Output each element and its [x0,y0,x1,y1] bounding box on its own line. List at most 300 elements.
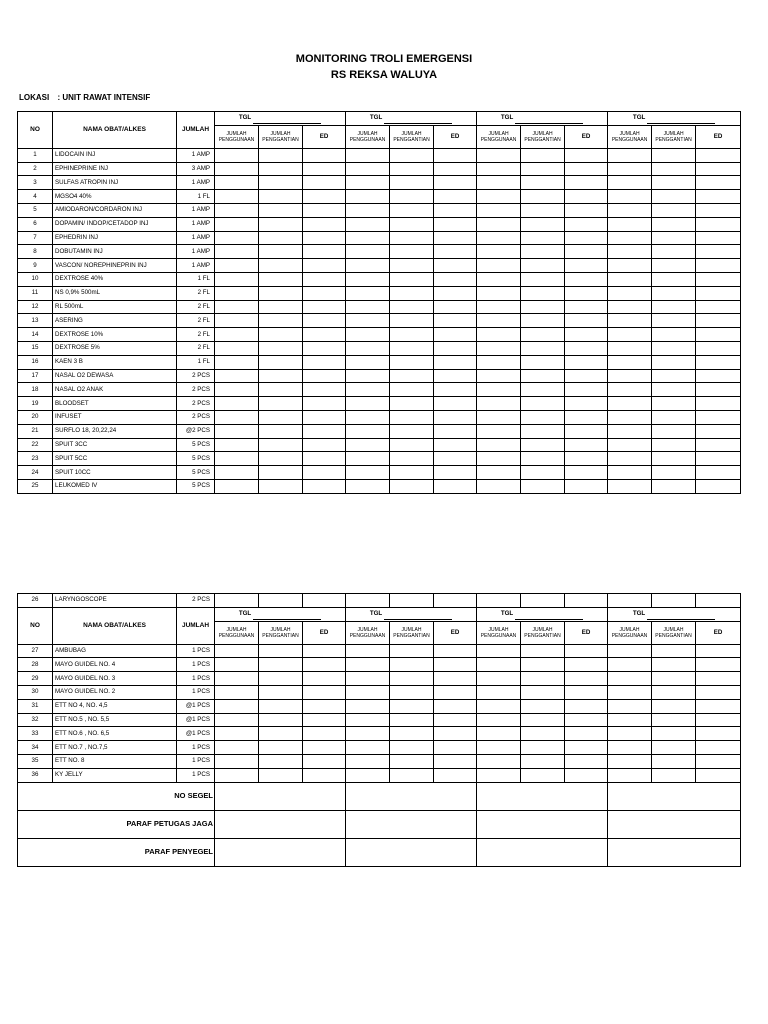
entry-cell[interactable] [259,713,303,727]
entry-cell[interactable] [565,658,608,672]
entry-cell[interactable] [608,314,652,328]
entry-cell[interactable] [390,369,434,383]
entry-cell[interactable] [259,685,303,699]
entry-cell[interactable] [434,383,477,397]
entry-cell[interactable] [565,768,608,782]
entry-cell[interactable] [696,286,741,300]
entry-cell[interactable] [565,713,608,727]
entry-cell[interactable] [652,217,696,231]
entry-cell[interactable] [477,272,521,286]
entry-cell[interactable] [652,176,696,190]
date-fill-line[interactable] [515,116,583,124]
entry-cell[interactable] [696,672,741,686]
entry-cell[interactable] [434,438,477,452]
date-fill-line[interactable] [384,116,452,124]
entry-cell[interactable] [696,383,741,397]
seal-number-cell[interactable] [346,782,477,810]
entry-cell[interactable] [259,162,303,176]
entry-cell[interactable] [696,410,741,424]
entry-cell[interactable] [434,272,477,286]
entry-cell[interactable] [608,259,652,273]
entry-cell[interactable] [608,727,652,741]
entry-cell[interactable] [390,314,434,328]
entry-cell[interactable] [521,328,565,342]
entry-cell[interactable] [259,397,303,411]
entry-cell[interactable] [303,727,346,741]
entry-cell[interactable] [477,699,521,713]
entry-cell[interactable] [215,162,259,176]
entry-cell[interactable] [696,699,741,713]
entry-cell[interactable] [259,231,303,245]
entry-cell[interactable] [565,754,608,768]
entry-cell[interactable] [608,245,652,259]
entry-cell[interactable] [565,369,608,383]
entry-cell[interactable] [215,479,259,493]
entry-cell[interactable] [608,713,652,727]
entry-cell[interactable] [696,148,741,162]
entry-cell[interactable] [608,438,652,452]
entry-cell[interactable] [215,713,259,727]
entry-cell[interactable] [215,148,259,162]
entry-cell[interactable] [390,699,434,713]
entry-cell[interactable] [565,203,608,217]
entry-cell[interactable] [346,231,390,245]
entry-cell[interactable] [608,410,652,424]
entry-cell[interactable] [215,272,259,286]
entry-cell[interactable] [390,272,434,286]
entry-cell[interactable] [652,672,696,686]
entry-cell[interactable] [521,644,565,658]
entry-cell[interactable] [434,685,477,699]
entry-cell[interactable] [652,479,696,493]
entry-cell[interactable] [434,355,477,369]
duty-officer-initials-cell[interactable] [346,810,477,838]
entry-cell[interactable] [259,259,303,273]
entry-cell[interactable] [565,217,608,231]
entry-cell[interactable] [652,369,696,383]
entry-cell[interactable] [565,727,608,741]
entry-cell[interactable] [565,672,608,686]
entry-cell[interactable] [608,452,652,466]
entry-cell[interactable] [565,699,608,713]
entry-cell[interactable] [215,300,259,314]
entry-cell[interactable] [434,397,477,411]
entry-cell[interactable] [215,397,259,411]
entry-cell[interactable] [303,176,346,190]
entry-cell[interactable] [521,594,565,608]
entry-cell[interactable] [434,713,477,727]
entry-cell[interactable] [696,231,741,245]
entry-cell[interactable] [652,424,696,438]
entry-cell[interactable] [608,341,652,355]
entry-cell[interactable] [215,355,259,369]
entry-cell[interactable] [652,355,696,369]
entry-cell[interactable] [434,231,477,245]
entry-cell[interactable] [477,231,521,245]
entry-cell[interactable] [390,190,434,204]
entry-cell[interactable] [608,355,652,369]
entry-cell[interactable] [652,397,696,411]
entry-cell[interactable] [346,259,390,273]
entry-cell[interactable] [521,754,565,768]
entry-cell[interactable] [652,203,696,217]
entry-cell[interactable] [652,699,696,713]
entry-cell[interactable] [521,658,565,672]
entry-cell[interactable] [696,176,741,190]
entry-cell[interactable] [390,355,434,369]
entry-cell[interactable] [565,355,608,369]
entry-cell[interactable] [696,190,741,204]
entry-cell[interactable] [652,438,696,452]
entry-cell[interactable] [215,466,259,480]
entry-cell[interactable] [303,148,346,162]
entry-cell[interactable] [477,369,521,383]
entry-cell[interactable] [215,369,259,383]
entry-cell[interactable] [521,355,565,369]
entry-cell[interactable] [477,259,521,273]
entry-cell[interactable] [521,685,565,699]
entry-cell[interactable] [390,727,434,741]
entry-cell[interactable] [696,328,741,342]
entry-cell[interactable] [477,644,521,658]
entry-cell[interactable] [390,397,434,411]
entry-cell[interactable] [346,713,390,727]
entry-cell[interactable] [521,259,565,273]
entry-cell[interactable] [390,741,434,755]
entry-cell[interactable] [346,203,390,217]
entry-cell[interactable] [259,355,303,369]
entry-cell[interactable] [565,397,608,411]
entry-cell[interactable] [608,685,652,699]
entry-cell[interactable] [565,741,608,755]
duty-officer-initials-cell[interactable] [608,810,741,838]
entry-cell[interactable] [434,594,477,608]
entry-cell[interactable] [565,466,608,480]
entry-cell[interactable] [521,245,565,259]
entry-cell[interactable] [652,300,696,314]
date-fill-line[interactable] [515,612,583,620]
entry-cell[interactable] [565,479,608,493]
entry-cell[interactable] [215,328,259,342]
seal-number-cell[interactable] [215,782,346,810]
entry-cell[interactable] [390,217,434,231]
entry-cell[interactable] [652,768,696,782]
entry-cell[interactable] [696,685,741,699]
entry-cell[interactable] [434,424,477,438]
entry-cell[interactable] [521,162,565,176]
entry-cell[interactable] [521,314,565,328]
entry-cell[interactable] [215,741,259,755]
entry-cell[interactable] [696,162,741,176]
entry-cell[interactable] [346,328,390,342]
entry-cell[interactable] [565,190,608,204]
entry-cell[interactable] [215,259,259,273]
entry-cell[interactable] [652,272,696,286]
entry-cell[interactable] [346,355,390,369]
entry-cell[interactable] [303,162,346,176]
entry-cell[interactable] [390,259,434,273]
entry-cell[interactable] [608,286,652,300]
entry-cell[interactable] [434,466,477,480]
entry-cell[interactable] [652,466,696,480]
entry-cell[interactable] [565,383,608,397]
date-fill-line[interactable] [384,612,452,620]
entry-cell[interactable] [434,768,477,782]
entry-cell[interactable] [477,148,521,162]
entry-cell[interactable] [477,424,521,438]
entry-cell[interactable] [477,217,521,231]
sealer-initials-cell[interactable] [215,838,346,866]
entry-cell[interactable] [521,727,565,741]
entry-cell[interactable] [303,286,346,300]
entry-cell[interactable] [303,594,346,608]
entry-cell[interactable] [652,328,696,342]
entry-cell[interactable] [303,438,346,452]
entry-cell[interactable] [346,754,390,768]
entry-cell[interactable] [608,768,652,782]
entry-cell[interactable] [215,383,259,397]
entry-cell[interactable] [303,217,346,231]
entry-cell[interactable] [215,424,259,438]
entry-cell[interactable] [477,314,521,328]
entry-cell[interactable] [259,217,303,231]
entry-cell[interactable] [652,644,696,658]
entry-cell[interactable] [434,314,477,328]
entry-cell[interactable] [346,341,390,355]
entry-cell[interactable] [259,341,303,355]
entry-cell[interactable] [215,217,259,231]
entry-cell[interactable] [303,259,346,273]
entry-cell[interactable] [303,479,346,493]
entry-cell[interactable] [303,699,346,713]
entry-cell[interactable] [346,217,390,231]
entry-cell[interactable] [608,190,652,204]
entry-cell[interactable] [390,328,434,342]
entry-cell[interactable] [259,438,303,452]
entry-cell[interactable] [434,452,477,466]
entry-cell[interactable] [390,479,434,493]
entry-cell[interactable] [608,699,652,713]
entry-cell[interactable] [434,148,477,162]
entry-cell[interactable] [696,245,741,259]
entry-cell[interactable] [434,672,477,686]
entry-cell[interactable] [390,231,434,245]
entry-cell[interactable] [696,314,741,328]
entry-cell[interactable] [477,341,521,355]
entry-cell[interactable] [521,300,565,314]
entry-cell[interactable] [521,397,565,411]
entry-cell[interactable] [434,245,477,259]
entry-cell[interactable] [565,341,608,355]
entry-cell[interactable] [652,410,696,424]
entry-cell[interactable] [521,369,565,383]
entry-cell[interactable] [521,148,565,162]
entry-cell[interactable] [477,328,521,342]
entry-cell[interactable] [565,314,608,328]
entry-cell[interactable] [346,272,390,286]
entry-cell[interactable] [696,594,741,608]
entry-cell[interactable] [696,658,741,672]
entry-cell[interactable] [521,286,565,300]
entry-cell[interactable] [303,658,346,672]
entry-cell[interactable] [696,259,741,273]
entry-cell[interactable] [215,231,259,245]
entry-cell[interactable] [346,300,390,314]
entry-cell[interactable] [215,672,259,686]
entry-cell[interactable] [652,383,696,397]
entry-cell[interactable] [696,369,741,383]
entry-cell[interactable] [608,644,652,658]
entry-cell[interactable] [390,685,434,699]
entry-cell[interactable] [215,341,259,355]
entry-cell[interactable] [521,341,565,355]
entry-cell[interactable] [434,479,477,493]
entry-cell[interactable] [521,424,565,438]
entry-cell[interactable] [390,286,434,300]
entry-cell[interactable] [696,397,741,411]
entry-cell[interactable] [346,148,390,162]
entry-cell[interactable] [608,328,652,342]
entry-cell[interactable] [390,162,434,176]
entry-cell[interactable] [215,594,259,608]
entry-cell[interactable] [390,176,434,190]
entry-cell[interactable] [259,466,303,480]
entry-cell[interactable] [346,768,390,782]
entry-cell[interactable] [696,300,741,314]
entry-cell[interactable] [521,203,565,217]
entry-cell[interactable] [608,176,652,190]
entry-cell[interactable] [434,286,477,300]
entry-cell[interactable] [608,300,652,314]
entry-cell[interactable] [303,768,346,782]
entry-cell[interactable] [696,644,741,658]
date-fill-line[interactable] [253,116,321,124]
entry-cell[interactable] [390,672,434,686]
entry-cell[interactable] [303,383,346,397]
entry-cell[interactable] [259,245,303,259]
entry-cell[interactable] [390,383,434,397]
entry-cell[interactable] [608,741,652,755]
entry-cell[interactable] [259,314,303,328]
entry-cell[interactable] [390,341,434,355]
entry-cell[interactable] [696,466,741,480]
entry-cell[interactable] [303,341,346,355]
entry-cell[interactable] [303,713,346,727]
seal-number-cell[interactable] [477,782,608,810]
entry-cell[interactable] [390,466,434,480]
entry-cell[interactable] [696,741,741,755]
entry-cell[interactable] [521,190,565,204]
entry-cell[interactable] [346,741,390,755]
entry-cell[interactable] [346,672,390,686]
entry-cell[interactable] [259,328,303,342]
entry-cell[interactable] [477,754,521,768]
entry-cell[interactable] [652,685,696,699]
entry-cell[interactable] [477,383,521,397]
entry-cell[interactable] [608,397,652,411]
entry-cell[interactable] [390,300,434,314]
entry-cell[interactable] [608,424,652,438]
entry-cell[interactable] [346,410,390,424]
entry-cell[interactable] [652,658,696,672]
entry-cell[interactable] [259,672,303,686]
entry-cell[interactable] [303,203,346,217]
entry-cell[interactable] [434,741,477,755]
entry-cell[interactable] [259,658,303,672]
entry-cell[interactable] [608,217,652,231]
entry-cell[interactable] [521,672,565,686]
entry-cell[interactable] [696,424,741,438]
entry-cell[interactable] [477,355,521,369]
entry-cell[interactable] [303,424,346,438]
entry-cell[interactable] [521,741,565,755]
entry-cell[interactable] [477,594,521,608]
entry-cell[interactable] [346,452,390,466]
entry-cell[interactable] [521,466,565,480]
entry-cell[interactable] [346,699,390,713]
entry-cell[interactable] [215,644,259,658]
entry-cell[interactable] [390,452,434,466]
duty-officer-initials-cell[interactable] [477,810,608,838]
entry-cell[interactable] [303,685,346,699]
entry-cell[interactable] [303,466,346,480]
entry-cell[interactable] [477,245,521,259]
entry-cell[interactable] [477,466,521,480]
entry-cell[interactable] [259,203,303,217]
entry-cell[interactable] [477,685,521,699]
entry-cell[interactable] [696,754,741,768]
entry-cell[interactable] [608,658,652,672]
entry-cell[interactable] [215,286,259,300]
entry-cell[interactable] [434,259,477,273]
entry-cell[interactable] [303,300,346,314]
entry-cell[interactable] [390,410,434,424]
entry-cell[interactable] [696,272,741,286]
entry-cell[interactable] [390,768,434,782]
entry-cell[interactable] [565,300,608,314]
entry-cell[interactable] [434,341,477,355]
entry-cell[interactable] [346,383,390,397]
entry-cell[interactable] [259,300,303,314]
entry-cell[interactable] [521,410,565,424]
entry-cell[interactable] [565,410,608,424]
entry-cell[interactable] [652,713,696,727]
entry-cell[interactable] [652,162,696,176]
entry-cell[interactable] [434,699,477,713]
entry-cell[interactable] [303,754,346,768]
entry-cell[interactable] [565,176,608,190]
entry-cell[interactable] [652,341,696,355]
entry-cell[interactable] [346,397,390,411]
entry-cell[interactable] [652,594,696,608]
entry-cell[interactable] [608,754,652,768]
entry-cell[interactable] [608,203,652,217]
entry-cell[interactable] [390,245,434,259]
entry-cell[interactable] [259,452,303,466]
entry-cell[interactable] [477,741,521,755]
entry-cell[interactable] [608,383,652,397]
entry-cell[interactable] [346,245,390,259]
entry-cell[interactable] [259,754,303,768]
entry-cell[interactable] [652,286,696,300]
entry-cell[interactable] [390,203,434,217]
entry-cell[interactable] [434,328,477,342]
entry-cell[interactable] [565,594,608,608]
entry-cell[interactable] [346,162,390,176]
duty-officer-initials-cell[interactable] [215,810,346,838]
entry-cell[interactable] [477,397,521,411]
entry-cell[interactable] [521,217,565,231]
